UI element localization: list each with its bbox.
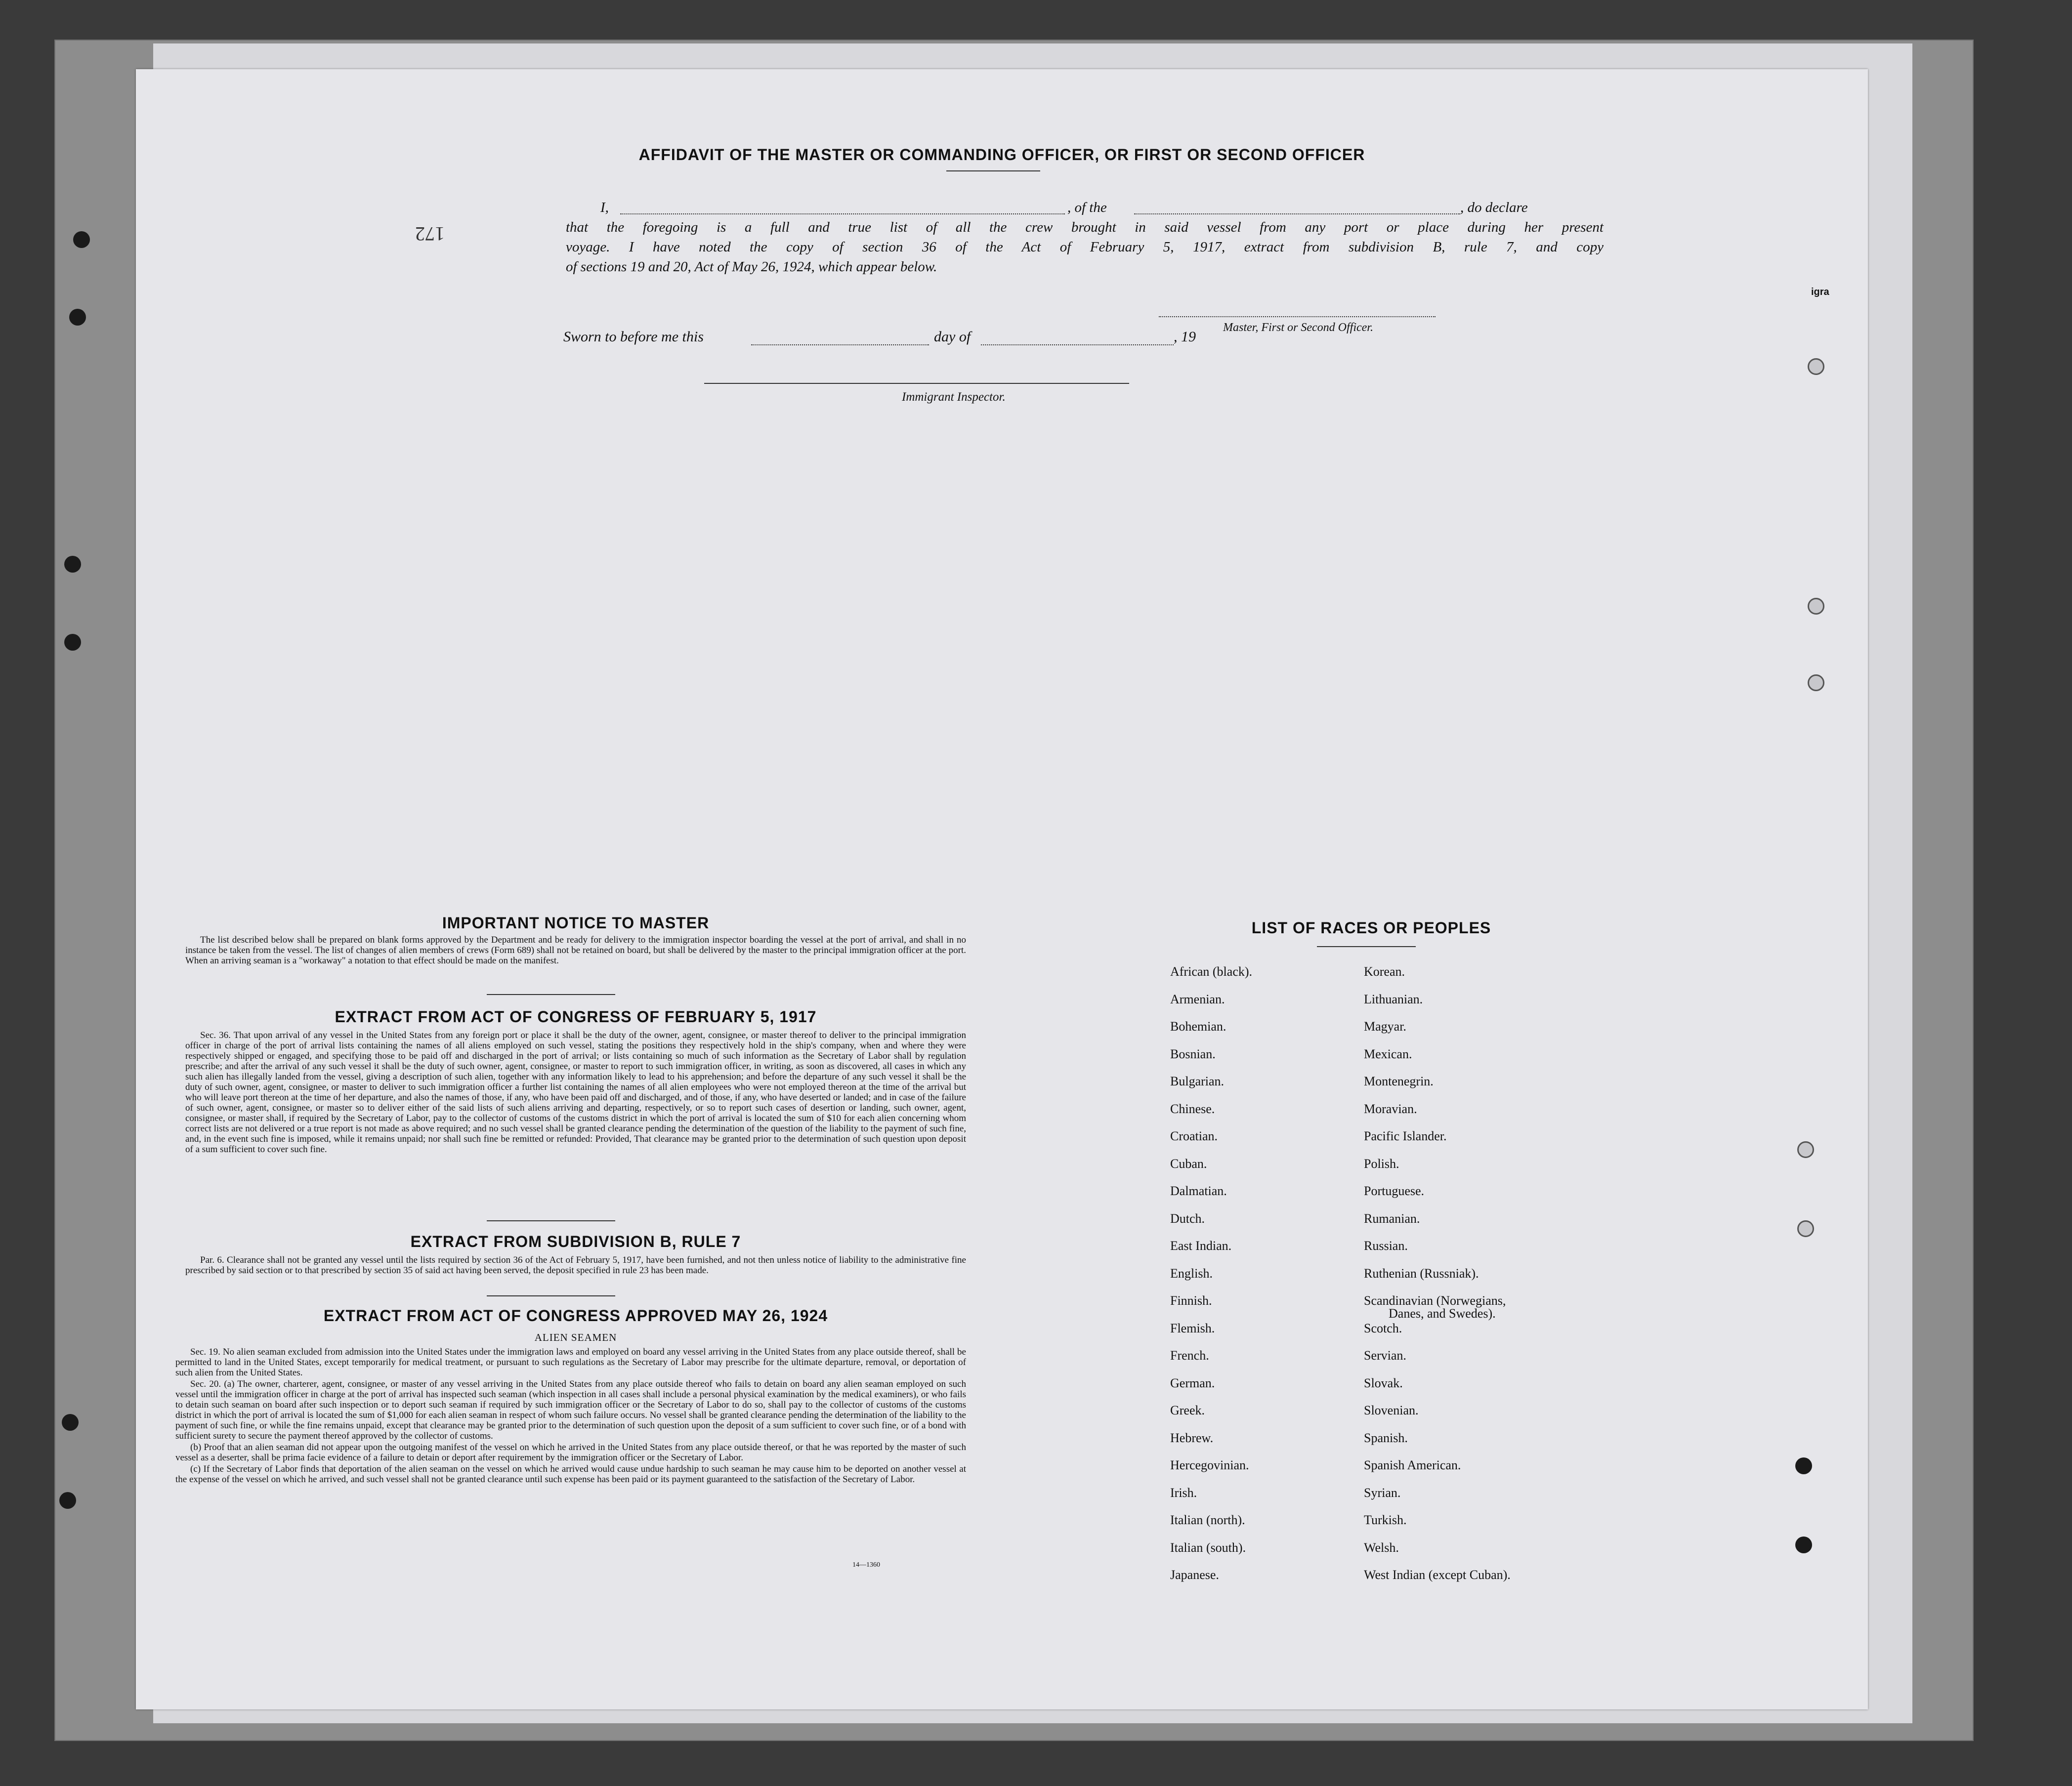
race-item: Mexican.	[1364, 1046, 1412, 1061]
declaration-line-3: voyage. I have noted the copy of section 36 of the Act of February 5, 1917, extract from subdivision B, rule 7, and copy	[566, 239, 1604, 255]
punch-hole-right-1	[1808, 358, 1824, 375]
punch-hole-right-3	[1808, 674, 1824, 691]
master-signature-field[interactable]	[1159, 316, 1436, 317]
race-item-continued: Danes, and Swedes).	[1389, 1306, 1496, 1321]
notice-text: The list described below shall be prepared on blank forms approved by the Department and be ready for delivery to the immigration inspector boarding the vessel at the port of arrival, and shall in no instance be taken from the vessel. The list of changes of alien members of crews (Form 689) shall not be retained on board, but shall be delivered by the master to the principal immigration officer at the port. When an arriving seaman is a "workaway" a notation to that effect should be made on the manifest.	[185, 935, 966, 966]
extract-1924-body	[175, 1347, 966, 1486]
section-20c-text: (c) If the Secretary of Labor finds that deportation of the alien seaman on the vessel on which he arrived would cause undue hardship to such seaman he may cause him to be deported on another vessel at the expense of the vessel on which he arrived, and such vessel shall not be granted clearance until such expense has been paid or its payment guaranteed to the satisfaction of the Secretary of Labor.	[175, 1464, 966, 1485]
extract-1917-body	[185, 1030, 966, 1156]
race-item: Finnish.	[1170, 1293, 1212, 1308]
race-item: Chinese.	[1170, 1101, 1215, 1116]
punch-hole-right-7	[1795, 1537, 1812, 1553]
race-item: Turkish.	[1364, 1513, 1407, 1527]
name-field[interactable]	[620, 213, 1065, 214]
extract-1924-title: EXTRACT FROM ACT OF CONGRESS APPROVED MAY 26, 1924	[323, 1307, 828, 1325]
month-field[interactable]	[981, 344, 1174, 345]
of-the-label: , of the	[1067, 200, 1107, 215]
section-19-text: Sec. 19. No alien seaman excluded from admission into the United States under the immigration laws and employed on board any vessel arriving in the United States from any place outside thereof, shall be permitted to land in the United States, except temporarily for medical treatment, or pursuant to such regulations as the Secretary of Labor may prescribe for the ultimate departure, removal, or deportation of such alien from the United States.	[175, 1347, 966, 1378]
punch-hole-right-5	[1797, 1220, 1814, 1237]
extract-1917-divider	[487, 1220, 615, 1221]
race-item: East Indian.	[1170, 1239, 1232, 1253]
race-item: Irish.	[1170, 1485, 1197, 1500]
race-item: Ruthenian (Russniak).	[1364, 1266, 1479, 1281]
race-item: Slovak.	[1364, 1375, 1403, 1390]
race-item: Hercegovinian.	[1170, 1458, 1249, 1472]
title-divider	[946, 170, 1040, 171]
race-item: Pacific Islander.	[1364, 1129, 1447, 1143]
section-20b-text: (b) Proof that an alien seaman did not appear upon the outgoing manifest of the vessel on which he arrived in the United States from any place outside thereof, or that he was reported by the master of such vessel as a deserter, shall be prima facie evidence of a failure to detain or deport after requirement by the immigration officer or the Secretary of Labor.	[175, 1442, 966, 1463]
punch-hole-left-2	[69, 309, 86, 326]
race-item: Syrian.	[1364, 1485, 1401, 1500]
punch-hole-right-2	[1808, 598, 1824, 615]
margin-tab: igra	[1811, 287, 1829, 297]
race-item: Scotch.	[1364, 1321, 1402, 1335]
race-item: African (black).	[1170, 964, 1253, 979]
race-item: Spanish American.	[1364, 1458, 1461, 1472]
extract-1917-title: EXTRACT FROM ACT OF CONGRESS OF FEBRUARY 5, 1917	[335, 1008, 817, 1026]
declaration-line-2: that the foregoing is a full and true list of all the crew brought in said vessel from any port or place during her present	[566, 219, 1604, 235]
rule-7-body	[185, 1255, 966, 1277]
sworn-label: Sworn to before me this	[563, 329, 704, 345]
race-item: Dutch.	[1170, 1211, 1205, 1226]
race-item: Flemish.	[1170, 1321, 1215, 1335]
punch-hole-left-3	[64, 556, 81, 573]
races-column-2	[1364, 964, 1511, 1595]
section-20a-text: Sec. 20. (a) The owner, charterer, agent, consignee, or master of any vessel arriving in the United States from any place outside thereof who fails to detain on board any alien seaman employed on such vessel until the immigration officer in charge at the port of arrival has inspected such seaman (which inspection in all cases shall include a personal physical examination by the medical examiners), or who fails to detain such seaman on board after such inspection or to deport such seaman if required by such immigration officer or the Secretary of Labor to do so, shall pay to the collector of customs of the customs district in which the port of arrival is located the sum of $1,000 for each alien seaman in respect of whom such failure occurs. No vessel shall be granted clearance pending the determination of the liability to the payment of such fine, or while the fine remains unpaid, except that clearance may be granted prior to the determination of such question upon the deposit of a sum sufficient to cover such fine, or of a bond with sufficient surety to secure the payment thereof approved by the collector of customs.	[175, 1379, 966, 1441]
race-item: Greek.	[1170, 1403, 1205, 1417]
race-item: West Indian (except Cuban).	[1364, 1568, 1511, 1582]
races-divider	[1317, 946, 1416, 947]
race-item: Scandinavian (Norwegians,	[1364, 1293, 1506, 1308]
race-item: English.	[1170, 1266, 1213, 1281]
paragraph-6-text: Par. 6. Clearance shall not be granted any vessel until the lists required by section 36 of the Act of February 5, 1917, have been furnished, and not then unless notice of liability to the administrative fine prescribed by said section or to that prescribed by section 35 of said act having been served, the deposit specified in rule 23 has been made.	[185, 1255, 966, 1276]
race-item: German.	[1170, 1375, 1215, 1390]
race-item: Japanese.	[1170, 1568, 1219, 1582]
race-item: Servian.	[1364, 1348, 1406, 1363]
vessel-field[interactable]	[1134, 213, 1460, 214]
i-label: I,	[600, 200, 609, 215]
master-signature-label: Master, First or Second Officer.	[1223, 321, 1373, 334]
affidavit-body	[566, 198, 1604, 277]
race-item: Lithuanian.	[1364, 992, 1423, 1006]
sworn-line	[563, 329, 1305, 353]
sworn-day-field[interactable]	[751, 344, 929, 345]
inspector-signature-field[interactable]	[704, 383, 1129, 384]
year-label: , 19	[1174, 329, 1196, 345]
rule-7-divider	[487, 1295, 615, 1296]
inspector-signature-label: Immigrant Inspector.	[902, 390, 1006, 404]
race-item: Polish.	[1364, 1156, 1399, 1171]
punch-hole-left-4	[64, 634, 81, 651]
race-item: Armenian.	[1170, 992, 1225, 1006]
race-item: Portuguese.	[1364, 1184, 1425, 1198]
punch-hole-left-1	[73, 231, 90, 248]
race-item: Magyar.	[1364, 1019, 1406, 1034]
punch-hole-right-4	[1797, 1141, 1814, 1158]
race-item: Slovenian.	[1364, 1403, 1419, 1417]
notice-title: IMPORTANT NOTICE TO MASTER	[442, 914, 710, 932]
notice-body	[185, 935, 966, 967]
day-of-label: day of	[934, 329, 971, 345]
race-item: Hebrew.	[1170, 1430, 1214, 1445]
race-item: Italian (north).	[1170, 1513, 1245, 1527]
race-item: Croatian.	[1170, 1129, 1218, 1143]
race-item: Rumanian.	[1364, 1211, 1420, 1226]
rule-7-title: EXTRACT FROM SUBDIVISION B, RULE 7	[410, 1233, 741, 1250]
race-item: Italian (south).	[1170, 1540, 1246, 1555]
declaration-line-4: of sections 19 and 20, Act of May 26, 1924, which appear below.	[566, 259, 937, 275]
races-title: LIST OF RACES OR PEOPLES	[1251, 919, 1491, 937]
form-number: 14—1360	[852, 1561, 880, 1569]
race-item: Dalmatian.	[1170, 1184, 1227, 1198]
form-page	[136, 69, 1868, 1709]
race-item: Welsh.	[1364, 1540, 1399, 1555]
race-item: Spanish.	[1364, 1430, 1408, 1445]
race-item: Bohemian.	[1170, 1019, 1226, 1034]
race-item: Russian.	[1364, 1239, 1408, 1253]
affidavit-title: AFFIDAVIT OF THE MASTER OR COMMANDING OFFICER, OR FIRST OR SECOND OFFICER	[638, 146, 1365, 164]
race-item: Montenegrin.	[1364, 1074, 1434, 1088]
punch-hole-left-6	[59, 1492, 76, 1509]
punch-hole-right-6	[1795, 1457, 1812, 1474]
race-item: Bosnian.	[1170, 1046, 1216, 1061]
race-item: French.	[1170, 1348, 1209, 1363]
race-item: Cuban.	[1170, 1156, 1207, 1171]
race-item: Bulgarian.	[1170, 1074, 1225, 1088]
declaration-line-1	[566, 198, 1604, 217]
race-item: Moravian.	[1364, 1101, 1417, 1116]
handwritten-margin-note: 172	[415, 223, 445, 245]
alien-seamen-subtitle: ALIEN SEAMEN	[534, 1331, 617, 1343]
race-item-scandinavian	[1364, 1293, 1511, 1321]
race-item: Korean.	[1364, 964, 1405, 979]
notice-divider	[487, 994, 615, 995]
do-declare-label: , do declare	[1460, 200, 1528, 215]
races-column-1	[1170, 964, 1252, 1595]
section-36-text: Sec. 36. That upon arrival of any vessel in the United States from any foreign port or place it shall be the duty of the owner, agent, consignee, or master thereof to deliver to the principal immigration officer in charge of the port of arrival lists containing the names of all aliens employed on such vessel, stating the positions they respectively hold in the ship's company, when and where they were respectively shipped or engaged, and specifying those to be paid off and discharged in the port of arrival; or lists containing so much of such information as the Secretary of Labor shall by regulation prescribe; and after the arrival of any such vessel it shall be the duty of such owner, agent, consignee, or master to report to such immigration officer, in writing, as soon as discovered, all cases in which any such alien has illegally landed from the vessel, giving a description of such alien, together with any information likely to lead to his apprehension; and before the departure of any such vessel it shall be the duty of such owner, agent, consignee, or master to deliver to such immigration officer a further list containing the names of all alien employees who were not employed thereon at the time of the arrival but who will leave port thereon at the time of her departure, and also the names of those, if any, who have been paid off and discharged, and of those, if any, who have deserted or landed; and in case of the failure of such owner, agent, consignee, or master so to deliver either of the said lists of such aliens arriving and departing, respectively, or so to report such cases of desertion or landing, such owner, agent, consignee, or master shall, if required by the Secretary of Labor, pay to the collector of customs of the customs district in which the port of arrival is located the sum of $10 for each alien concerning whom correct lists are not delivered or a true report is not made as above required; and no such vessel shall be granted clearance pending the determination of the question of the liability to the payment of such fine, and, in the event such fine is imposed, while it remains unpaid; nor shall such fine be remitted or refunded: Provided, That clearance may be granted prior to the determination of such question upon deposit of a sum sufficient to cover such fine.	[185, 1030, 966, 1155]
punch-hole-left-5	[62, 1414, 79, 1431]
